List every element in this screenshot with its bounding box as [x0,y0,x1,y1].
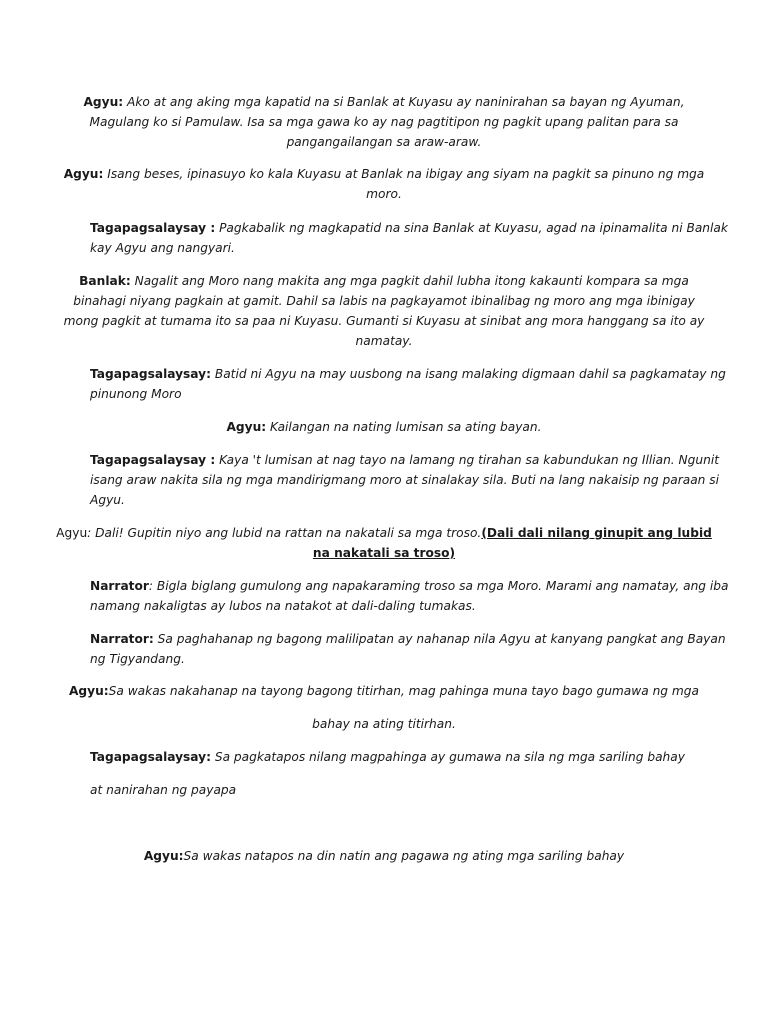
dialogue-text: pangangailangan sa araw-araw. [286,135,482,149]
paragraph-line [90,629,726,649]
narration-text: Kaya 't lumisan at nag tayo na lamang ng tirahan sa kabundukan ng Illian. Ngunit [219,453,720,467]
speaker-label: Agyu: [143,849,184,863]
paragraph-line [0,846,768,866]
paragraph-line [0,132,768,152]
dialogue-text: Nagalit ang Moro nang makita ang mga pagkit dahil lubha itong kakaunti kompara sa mga [134,274,689,288]
narration-text: : Bigla biglang gumulong ang napakaraming troso sa mga Moro. Marami ang namatay, ang iba [148,579,729,593]
speaker-label: Agyu: [63,167,104,181]
paragraph-line [90,384,690,404]
paragraph-line [0,271,768,291]
dialogue-text: bahay na ating titirhan. [312,717,456,731]
narration-text: pinunong Moro [90,387,182,401]
narration-text: kay Agyu ang nangyari. [90,241,235,255]
paragraph-line [90,470,720,490]
paragraph-line [90,364,726,384]
narration-text: Batid ni Agyu na may uusbong na isang malaking digmaan dahil sa pagkamatay ng [214,367,726,381]
paragraph-line [90,780,690,800]
narration-text: namang nakaligtas ay lubos na natakot at dali-daling tumakas. [90,599,476,613]
paragraph-line [0,523,768,543]
dialogue-text: moro. [366,187,402,201]
paragraph-line [90,490,690,510]
dialogue-text: : Dali! Gupitin niyo ang lubid na rattan na nakatali sa mga troso. [87,526,482,540]
paragraph-line [90,450,720,470]
speaker-label: Tagapagsalaysay : [90,221,216,235]
narration-text: Sa paghahanap ng bagong malilipatan ay nahanap nila Agyu at kanyang pangkat ang Bayan [157,632,726,646]
dialogue-text: namatay. [355,334,413,348]
speaker-label: Narrator: [90,632,154,646]
dialogue-text: Kailangan na nating lumisan sa ating bayan. [270,420,542,434]
dialogue-text: Sa wakas nakahanap na tayong bagong titirhan, mag pahinga muna tayo bago gumawa ng mga [108,684,699,698]
paragraph-line [0,92,768,112]
dialogue-text: Magulang ko si Pamulaw. Isa sa mga gawa ko ay nag pagtitipon ng pagkit upang palitan para sa [89,115,679,129]
paragraph-line [90,218,728,238]
speaker-label: Tagapagsalaysay: [90,367,211,381]
stage-direction: (Dali dali nilang ginupit ang lubid [481,526,712,540]
speaker-label: Agyu [56,526,88,540]
narration-text: ng Tigyandang. [90,652,185,666]
speaker-label: Tagapagsalaysay : [90,453,216,467]
paragraph-line [0,714,768,734]
narration-text: at nanirahan ng payapa [90,783,237,797]
paragraph-line [0,164,768,184]
paragraph-line [0,417,768,437]
stage-direction: na nakatali sa troso) [312,546,456,560]
speaker-label: Narrator [90,579,149,593]
narration-text: Sa pagkatapos nilang magpahinga ay gumawa na sila ng mga sariling bahay [214,750,685,764]
paragraph-line [90,747,690,767]
paragraph-line [0,311,768,331]
paragraph-line [0,291,768,311]
dialogue-text: Sa wakas natapos na din natin ang pagawa ng ating mga sariling bahay [183,849,625,863]
paragraph-line [0,681,768,701]
paragraph-line [90,596,690,616]
speaker-label: Agyu: [83,95,124,109]
speaker-label: Agyu: [226,420,267,434]
dialogue-text: binahagi niyang pagkain at gamit. Dahil sa labis na pagkayamot ibinalibag ng moro ang mga ibinigay [73,294,695,308]
dialogue-text: Isang beses, ipinasuyo ko kala Kuyasu at Banlak na ibigay ang siyam na pagkit sa pinuno ng mga [107,167,705,181]
paragraph-line [0,112,768,132]
dialogue-text: Ako at ang aking mga kapatid na si Banlak at Kuyasu ay naninirahan sa bayan ng Ayuman, [127,95,685,109]
speaker-label: Tagapagsalaysay: [90,750,211,764]
paragraph-line [90,576,729,596]
dialogue-text: mong pagkit at tumama ito sa paa ni Kuyasu. Gumanti si Kuyasu at sinibat ang mora hanggang sa ito ay [63,314,705,328]
narration-text: isang araw nakita sila ng mga mandirigmang moro at sinalakay sila. Buti na lang nakaisip ng paraan si [90,473,720,487]
paragraph-line [90,649,690,669]
paragraph-line [0,331,768,351]
narration-text: Pagkabalik ng magkapatid na sina Banlak at Kuyasu, agad na ipinamalita ni Banlak [219,221,728,235]
speaker-label: Banlak: [79,274,131,288]
paragraph-line [90,238,690,258]
paragraph-line [0,184,768,204]
speaker-label: Agyu: [68,684,109,698]
paragraph-line [0,543,768,563]
narration-text: Agyu. [90,493,125,507]
